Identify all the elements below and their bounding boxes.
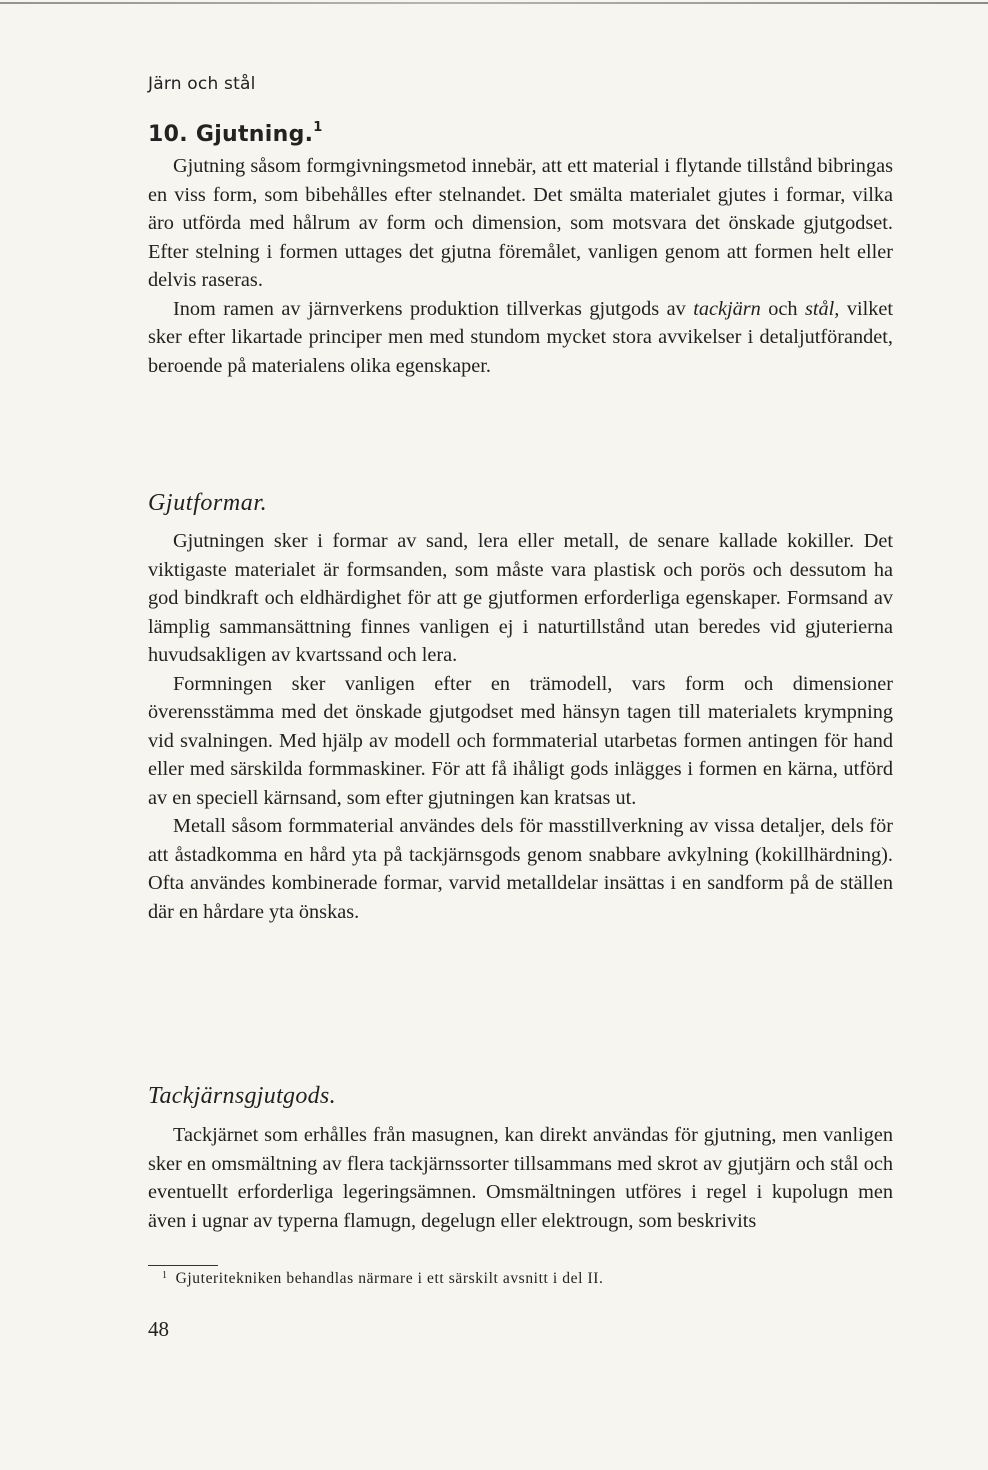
chapter-title-text: 10. Gjutning. — [148, 122, 314, 147]
footnote-divider — [148, 1265, 218, 1266]
page-top-edge-line — [0, 2, 988, 4]
intro-paragraph-2 — [148, 295, 893, 381]
intro-p2-text-b: och — [760, 297, 805, 320]
gjutformar-paragraph-2: Formningen sker vanligen efter en trämodell, vars form och dimensioner överensstämma med det önskade gjutgodset med hänsyn tagen till materialets krympning vid svalningen. Med hjälp av modell och formmaterial utarbetas formen antingen för hand eller med särskilda formmaskiner. För att få ihåligt gods inlägges i formen en kärna, utförd av en speciell kärnsand, som efter gjutningen kan kratsas ut. — [148, 672, 893, 809]
footnote-marker: 1 — [162, 1270, 168, 1281]
gjutformar-section — [148, 527, 893, 926]
section-heading-gjutformar: Gjutformar. — [148, 490, 268, 516]
chapter-footnote-ref[interactable]: 1 — [313, 120, 323, 135]
intro-p2-text-a: Inom ramen av järnverkens produktion tillverkas gjutgods av — [173, 297, 694, 320]
footnote — [162, 1270, 603, 1288]
tackjarnsgjutgods-paragraph-1: Tackjärnet som erhålles från masugnen, kan direkt användas för gjutning, men vanligen sker en omsmältning av flera tackjärnssorter tillsammans med skrot av gjutjärn och stål och eventuellt erforderliga legeringsämnen. Omsmältningen utföres i regel i kupolugn men även i ugnar av typerna flamugn, degelugn eller elektrougn, som beskrivits — [148, 1124, 893, 1232]
intro-paragraph-1: Gjutning såsom formgivningsmetod innebär, att ett material i flytande tillstånd bibringas en viss form, som bibehålles efter stelnandet. Det smälta materialet gjutes i formar, vilka äro utförda med hålrum av form och dimension, som motsvara det önskade gjutgodset. Efter stelning i formen uttages det gjutna föremålet, vanligen genom att formen helt eller delvis raseras. — [148, 155, 893, 291]
section-heading-tackjarnsgjutgods: Tackjärnsgjutgods. — [148, 1083, 336, 1109]
chapter-title — [148, 120, 323, 147]
intro-p2-emphasis-stal: stål, — [805, 297, 840, 320]
intro-section — [148, 152, 893, 380]
gjutformar-paragraph-1: Gjutningen sker i formar av sand, lera eller metall, de senare kallade kokiller. Det viktigaste materialet är formsanden, som måste vara plastisk och porös och dessutom ha god bindkraft och eldhärdighet för att ge gjutformen erforderliga egenskaper. Formsand av lämplig sammansättning finnes vanligen ej i naturtillstånd utan beredes vid gjuterierna huvudsakligen av kvartssand och lera. — [148, 530, 893, 666]
tackjarnsgjutgods-section — [148, 1121, 893, 1235]
page-number: 48 — [148, 1317, 169, 1341]
running-head: Järn och stål — [148, 74, 256, 94]
gjutformar-paragraph-3: Metall såsom formmaterial användes dels för masstillverkning av vissa detaljer, dels för att åstadkomma en hård yta på tackjärnsgods genom snabbare avkylning (kokillhärdning). Ofta användes kombinerade formar, varvid metalldelar insättas i en sandform på de ställen där en hårdare yta önskas. — [148, 815, 893, 923]
intro-p2-emphasis-tackjarn: tackjärn — [693, 297, 761, 320]
intro-p2-text-c: vilket sker efter likartade principer men med stundom mycket stora avvikelser i detaljutförandet, beroende på materialens olika egenskaper. — [148, 297, 894, 377]
footnote-text: Gjuteritekniken behandlas närmare i ett särskilt avsnitt i del II. — [175, 1270, 604, 1287]
